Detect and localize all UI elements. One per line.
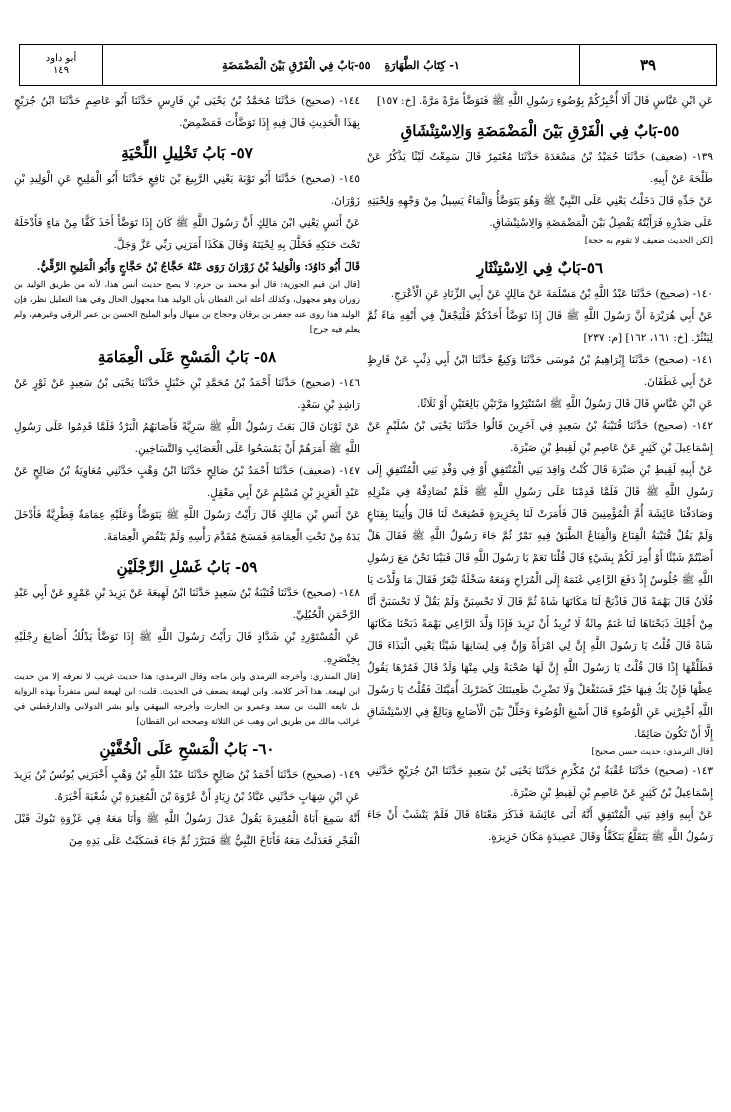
hadith-chain: ١٤٨- (صحيح) حَدَّثَنَا قُتَيْبَةُ بْنُ سَعِيدٍ حَدَّثَنَا ابْنُ لَهِيعَةَ عَنْ يَزِيدَ بْنِ عَمْرٍو عَنْ أَبِي عَبْدِ الرَّحْمَنِ الْحُبُلِيِّ. (14, 587, 360, 621)
hadith-text: عَنْ أَبِيهِ لَقِيطِ بْنِ صَبْرَةَ قَالَ كُنْتُ وَافِدَ بَنِي الْمُنْتَفِقِ أَوْ فِي وَفْدِ بَنِي الْمُنْتَفِقِ إِلَى رَسُولِ اللَّهِ ﷺ قَالَ فَلَمَّا قَدِمْنَا عَلَى رَسُولِ اللَّهِ ﷺ فَلَمْ نُصَادِفْهُ فِي مَنْزِلِهِ وَصَادَفْنَا عَائِشَةَ أُمَّ الْمُؤْمِنِينَ قَالَ فَأَمَرَتْ لَنَا بِخَزِيرَةٍ فَصُنِعَتْ لَنَا قَالَ وَأُتِينَا بِقِنَاعٍ وَلَمْ يَقُلْ قُتَيْبَةُ الْقِنَاعَ وَالْقِنَاعُ الطَّبَقُ فِيهِ تَمْرٌ ثُمَّ جَاءَ رَسُولُ اللَّهِ ﷺ فَقَالَ هَلْ أَصَبْتُمْ شَيْئًا أَوْ أُمِرَ لَكُمْ بِشَيْءٍ قَالَ قُلْنَا نَعَمْ يَا رَسُولَ اللَّهِ قَالَ فَبَيْنَا نَحْنُ مَعَ رَسُولِ اللَّهِ ﷺ جُلُوسٌ إِذْ دَفَعَ الرَّاعِي غَنَمَهُ إِلَى الْمُرَاحِ وَمَعَهُ سَخْلَةٌ تَيْعَرُ فَقَالَ مَا وَلَّدْتَ يَا فُلَانُ قَالَ بَهْمَةً قَالَ فَاذْبَحْ لَنَا مَكَانَهَا شَاةً ثُمَّ قَالَ لَا تَحْسِبَنَّ وَلَمْ يَقُلْ لَا تَحْسَبَنَّ أَنَّا مِنْ أَجْلِكَ ذَبَحْنَاهَا لَنَا غَنَمٌ مِائَةٌ لَا نُرِيدُ أَنْ تَزِيدَ فَإِذَا وَلَّدَ الرَّاعِي بَهْمَةً ذَبَحْنَا مَكَانَهَا شَاةً قَالَ قُلْتُ يَا رَسُولَ اللَّهِ إِنَّ لِي امْرَأَةً وَإِنَّ فِي لِسَانِهَا شَيْئًا يَعْنِي الْبَذَاءَ قَالَ فَطَلِّقْهَا إِذًا قَالَ قُلْتُ يَا رَسُولَ اللَّهِ إِنَّ لَهَا صُحْبَةً وَلِي مِنْهَا وَلَدٌ قَالَ فَمُرْهَا يَقُولُ عِظْهَا فَإِنْ يَكُ فِيهَا خَيْرٌ فَسَتَفْعَلْ وَلَا تَضْرِبْ ظَعِينَتَكَ كَضَرْبِكَ أُمَيَّتَكَ فَقُلْتُ يَا رَسُولَ اللَّهِ أَخْبِرْنِي عَنِ الْوُضُوءِ قَالَ أَسْبِغِ الْوُضُوءَ وَخَلِّلْ بَيْنَ الْأَصَابِعِ وَبَالِغْ فِي الِاسْتِنْشَاقِ إِلَّا أَنْ تَكُونَ صَائِمًا. (367, 464, 713, 740)
hadith-chain: ١٤٦- (صحيح) حَدَّثَنَا أَحْمَدُ بْنُ مُحَمَّدِ بْنِ حَنْبَلٍ حَدَّثَنَا يَحْيَى بْنُ سَعِيدٍ عَنْ ثَوْرٍ عَنْ رَاشِدِ بْنِ سَعْدٍ. (14, 377, 360, 411)
hadith-range-box (20, 45, 103, 85)
collection-name: أبو داود (45, 53, 77, 64)
hadith-text: عَنْ ثَوْبَانَ قَالَ بَعَثَ رَسُولُ اللَّهِ ﷺ سَرِيَّةً فَأَصَابَهُمُ الْبَرْدُ فَلَمَّا قَدِمُوا عَلَى رَسُولِ اللَّهِ ﷺ أَمَرَهُمْ أَنْ يَمْسَحُوا عَلَى الْعَصَائِبِ وَالتَّسَاخِينِ. (14, 421, 360, 455)
commentary-note: [قال ابن قيم الجوزية: قال أبو محمد بن حزم: لا يصح حديث أنس هذا، لأنه من طريق الوليد بن زوران وهو مجهول، وكذلك أعله ابن القطان بأن الوليد هذا مجهول الحال وفي هذا التعليل نظر، فإن الوليد هذا روى عنه جعفر بن برقان وحجاج بن منهال وأبو المليح الحسن بن عمر الرقي وغيرهم، ولم يعلم فيه جرح] (14, 280, 360, 335)
commentary-note: [قال المنذري: وأخرجه الترمذي وابن ماجه وقال الترمذي: هذا حديث غريب لا نعرفه إلا من حديث ابن لهيعة. هذا آخر كلامه. وابن لهيعة يضعف في الحديث. قلت: ابن لهيعة ليس متفرداً بهذه الرواية بل تابعه الليث بن سعد وعمرو بن الحارث وأخرجه البيهقي وأبو بشر الدولابي والدارقطني في غرائب مالك من طريق ابن وهب عن الثلاثة وصححه ابن القطان] (14, 672, 360, 727)
hadith-text: عَنْ أَبِي هُرَيْرَةَ أَنَّ رَسُولَ اللَّهِ ﷺ قَالَ إِذَا تَوَضَّأَ أَحَدُكُمْ فَلْيَجْعَلْ فِي أَنْفِهِ مَاءً ثُمَّ لِيَنْثُرْ. [خ: ١٦١، ١٦٢] [م: ٢٣٧] (367, 310, 713, 344)
running-title (102, 45, 580, 85)
hadith-chain: ١٣٩- (ضعيف) حَدَّثَنَا حُمَيْدُ بْنُ مَسْعَدَةَ حَدَّثَنَا مُعْتَمِرٌ قَالَ سَمِعْتُ لَيْثًا يَذْكُرُ عَنْ طَلْحَةَ عَنْ أَبِيهِ. (367, 151, 713, 185)
hadith-text: عَنِ ابْنِ عَبَّاسٍ قَالَ أَلَا أُخْبِرُكُمْ بِوُضُوءِ رَسُولِ اللَّهِ ﷺ فَتَوَضَّأَ مَرَّةً مَرَّةً. [خ: ١٥٧] (376, 95, 713, 107)
grading-note: [قال الترمذي: حديث حسن صحيح] (591, 747, 713, 757)
chapter-heading: ٦٠- بَابُ الْمَسْحِ عَلَى الْخُفَّيْنِ (99, 740, 275, 758)
hadith-text: أَنَّهُ سَمِعَ أَبَاهُ الْمُغِيرَةَ يَقُولُ عَدَلَ رَسُولُ اللَّهِ ﷺ وَأَنَا مَعَهُ فِي غَزْوَةِ تَبُوكَ قَبْلَ الْفَجْرِ فَعَدَلْتُ مَعَهُ فَأَنَاخَ النَّبِيُّ ﷺ فَتَبَرَّزَ ثُمَّ جَاءَ فَسَكَبْتُ عَلَى يَدِهِ مِنَ (14, 813, 360, 847)
hadith-chain: ١٤٠- (صحيح) حَدَّثَنَا عَبْدُ اللَّهِ بْنُ مَسْلَمَةَ عَنْ مَالِكٍ عَنْ أَبِي الزِّنَادِ عَنِ الْأَعْرَجِ. (390, 288, 713, 300)
chapter-title: ٥٥-بَابٌ فِي الْفَرْقِ بَيْنَ الْمَضْمَضَةِ (222, 58, 371, 72)
chapter-heading: ٥٥-بَابٌ فِي الْفَرْقِ بَيْنَ الْمَضْمَضَةِ وَالِاسْتِنْشَاقِ (400, 122, 680, 140)
hadith-chain: ١٤١- (صحيح) حَدَّثَنَا إِبْرَاهِيمُ بْنُ مُوسَى حَدَّثَنَا وَكِيعٌ حَدَّثَنَا ابْنُ أَبِي ذِئْبٍ عَنْ قَارِظٍ عَنْ أَبِي غَطَفَانَ. (367, 354, 713, 388)
hadith-chain: ١٤٤- (صحيح) حَدَّثَنَا مُحَمَّدُ بْنُ يَحْيَى بْنِ فَارِسٍ حَدَّثَنَا أَبُو عَاصِمٍ حَدَّثَنَا ابْنُ جُرَيْجٍ بِهَذَا الْحَدِيثِ قَالَ فِيهِ إِذَا تَوَضَّأْتَ فَمَضْمِضْ. (14, 95, 360, 129)
hadith-text: عَنْ أَبِيهِ وَافِدِ بَنِي الْمُنْتَفِقِ أَنَّهُ أَتَى عَائِشَةَ فَذَكَرَ مَعْنَاهُ قَالَ فَلَمْ يَنْشَبْ أَنْ جَاءَ رَسُولُ اللَّهِ ﷺ يَتَقَلَّعُ يَتَكَفَّأُ وَقَالَ عَصِيدَةٍ مَكَانَ خَزِيرَةٍ. (367, 809, 713, 843)
chapter-heading: ٥٩- بَابُ غَسْلِ الرِّجْلَيْنِ (116, 558, 258, 576)
hadith-text: عَنْ أَنَسِ بْنِ مَالِكٍ قَالَ رَأَيْتُ رَسُولَ اللَّهِ ﷺ يَتَوَضَّأُ وَعَلَيْهِ عِمَامَةٌ قِطْرِيَّةٌ فَأَدْخَلَ يَدَهُ مِنْ تَحْتِ الْعِمَامَةِ فَمَسَحَ مُقَدَّمَ رَأْسِهِ وَلَمْ يَنْقُضِ الْعِمَامَةَ. (14, 509, 360, 543)
hadith-text: عَنْ جَدِّهِ قَالَ دَخَلْتُ يَعْنِي عَلَى النَّبِيِّ ﷺ وَهُوَ يَتَوَضَّأُ وَالْمَاءُ يَسِيلُ مِنْ وَجْهِهِ وَلِحْيَتِهِ عَلَى صَدْرِهِ فَرَأَيْتُهُ يَفْصِلُ بَيْنَ الْمَضْمَضَةِ وَالِاسْتِنْشَاقِ. (367, 195, 713, 229)
abu-dawud-comment: قَالَ أَبُو دَاوُدَ: وَالْوَلِيدُ بْنُ زَوْرَانَ رَوَى عَنْهُ حَجَّاجُ بْنُ حَجَّاجٍ وَأَبُو الْمَلِيحِ الرَّقِّيُّ. (36, 261, 360, 273)
page-header (19, 44, 717, 86)
hadith-chain: ١٤٧- (ضعيف) حَدَّثَنَا أَحْمَدُ بْنُ صَالِحٍ حَدَّثَنَا ابْنُ وَهْبٍ حَدَّثَنِي مُعَاوِيَةُ بْنُ صَالِحٍ عَنْ عَبْدِ الْعَزِيزِ بْنِ مُسْلِمٍ عَنْ أَبِي مَعْقِلٍ. (14, 465, 360, 499)
hadith-text: عَنْ أَنَسٍ يَعْنِي ابْنَ مَالِكٍ أَنَّ رَسُولَ اللَّهِ ﷺ كَانَ إِذَا تَوَضَّأَ أَخَذَ كَفًّا مِنْ مَاءٍ فَأَدْخَلَهُ تَحْتَ حَنَكِهِ فَخَلَّلَ بِهِ لِحْيَتَهُ وَقَالَ هَكَذَا أَمَرَنِي رَبِّي عَزَّ وَجَلَّ. (14, 217, 360, 251)
hadith-range: ١٤٩ (52, 65, 70, 76)
chapter-heading: ٥٧- بَابُ تَخْلِيلِ اللِّحْيَةِ (121, 144, 253, 162)
right-column (367, 90, 713, 1100)
grading-note: [لكن الحديث ضعيف لا تقوم به حجة] (584, 236, 713, 246)
hadith-chain: ١٤٥- (صحيح) حَدَّثَنَا أَبُو تَوْبَةَ يَعْنِي الرَّبِيعَ بْنَ نَافِعٍ حَدَّثَنَا أَبُو الْمَلِيحِ عَنِ الْوَلِيدِ بْنِ زَوْرَانَ. (14, 173, 360, 207)
hadith-chain: ١٤٣- (صحيح) حَدَّثَنَا عُقْبَةُ بْنُ مُكْرَمٍ حَدَّثَنَا يَحْيَى بْنُ سَعِيدٍ حَدَّثَنَا ابْنُ جُرَيْجٍ حَدَّثَنِي إِسْمَاعِيلُ بْنُ كَثِيرٍ عَنْ عَاصِمِ بْنِ لَقِيطِ بْنِ صَبْرَةَ. (367, 765, 713, 799)
hadith-text: عَنِ الْمُسْتَوْرِدِ بْنِ شَدَّادٍ قَالَ رَأَيْتُ رَسُولَ اللَّهِ ﷺ إِذَا تَوَضَّأَ يَدْلُكُ أَصَابِعَ رِجْلَيْهِ بِخِنْصَرِهِ. (14, 631, 360, 665)
book-title: ١- كِتَابُ الطَّهَارَةِ (384, 58, 460, 72)
chapter-heading: ٥٦-بَابٌ فِي الِاسْتِنْثَارِ (476, 259, 604, 277)
hadith-chain: ١٤٩- (صحيح) حَدَّثَنَا أَحْمَدُ بْنُ صَالِحٍ حَدَّثَنَا عَبْدُ اللَّهِ بْنُ وَهْبٍ أَخْبَرَنِي يُونُسُ بْنُ يَزِيدَ عَنِ ابْنِ شِهَابٍ حَدَّثَنِي عَبَّادُ بْنُ زِيَادٍ أَنَّ عُرْوَةَ بْنَ الْمُغِيرَةِ بْنِ شُعْبَةَ أَخْبَرَهُ. (14, 769, 360, 803)
page-number: ٣٩ (579, 45, 716, 85)
hadith-chain: ١٤٢- (صحيح) حَدَّثَنَا قُتَيْبَةُ بْنُ سَعِيدٍ فِي آخَرِينَ قَالُوا حَدَّثَنَا يَحْيَى بْنُ سُلَيْمٍ عَنْ إِسْمَاعِيلَ بْنِ كَثِيرٍ عَنْ عَاصِمِ بْنِ لَقِيطِ بْنِ صَبْرَةَ. (367, 420, 713, 454)
chapter-heading: ٥٨- بَابُ الْمَسْحِ عَلَى الْعِمَامَةِ (97, 348, 277, 366)
left-column (14, 90, 360, 1100)
hadith-text: عَنِ ابْنِ عَبَّاسٍ قَالَ قَالَ رَسُولُ اللَّهِ ﷺ اسْتَنْثِرُوا مَرَّتَيْنِ بَالِغَتَيْنِ أَوْ ثَلَاثًا. (417, 398, 713, 410)
